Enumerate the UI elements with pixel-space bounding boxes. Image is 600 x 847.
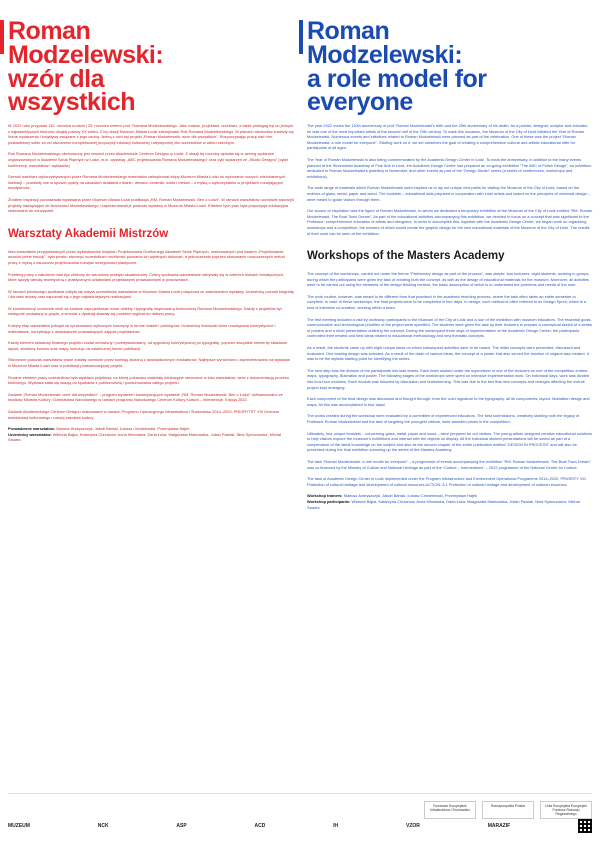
intro-pl	[8, 123, 294, 214]
paragraph: Szeroki wachlarz wykorzystywanych przez Romana Modzelewskiego materiałów zainspirował ekipę Muzeum Miasta Łodzi do wykonania nowych, wielobarwnych ilustracji – powstały one w sposób oparty na zasadach działania z tkanin, drewna, ceramiki, szkła i metalu – z myślą o wykorzystaniu w projektach rozwijających kreatywność.	[8, 174, 286, 191]
paragraph: Finalnie efektem pracy uczestników była wystawa projektów, na której pokazano materiały edukacyjne stworzone w toku warsztatów, wraz z dokumentacją procesu twórczego. Wystawa stała się okazją do spotkania z publicznością i podsumowania całego projektu.	[8, 374, 289, 386]
paragraph: Każdy element składowy finalnego projektu został omówiony i przedyskutowany: od sygnatury kolorystycznej po typografię, poprzez wszystkie elementy składowe, layout, strukturę kursów oraz mapy, kończąc na ostatecznej formie publikacji.	[8, 340, 289, 351]
funder-logos	[424, 801, 592, 819]
paragraph: The works created during the workshop were evaluated by a committee of experienced educators. The best submissions, creatively tackling both the legacy of Professor Roman Modzelewski and the task of targeting the youngest visitors, were awarded prizes in the competition.	[307, 413, 580, 424]
workshops-heading-en: Workshops of the Masters Academy	[307, 250, 505, 263]
credit-value: Mariusz Andryszczyk, Jakub Bański, Łukasz Chmielewski, Przemysław Hajek	[343, 493, 477, 499]
credit-label: Prowadzenie warsztatów:	[8, 426, 56, 432]
credit-label: Workshop trainers:	[307, 493, 343, 499]
title-en-line: a role model for	[307, 64, 487, 93]
accent-bar-pl	[0, 20, 4, 54]
paragraph: Stworzone podczas warsztatów prace zostały ocenione przez komisję złożoną z doświadczonych edukatorów. Najlepsze wyróżniono i zaprezentowano na wystawie w Muzeum Miasta Łodzi oraz w publikacji podsumowującej projekt.	[8, 357, 291, 369]
title-pl	[8, 17, 294, 117]
funder-logo: Fundusze Europejskie Infrastruktura i Środowisko	[424, 801, 476, 819]
title-en	[307, 17, 593, 117]
title-en-line: everyone	[307, 88, 413, 117]
credit-label: Uczestnicy warsztatów:	[8, 431, 52, 437]
partner-logo: NCK	[97, 823, 109, 829]
paragraph: The concept of the workshops, carried out under the theme “Preliminary design as part of the process”, was simple: four lecturers, eight students, working in groups, during which the participants were given the task of creating both the concept, as well as the design of educational materials for the museum. Moreover, all activities were to be carried out using the elements of the design thinking method, the basic assumption of which is to understand the problems and needs of the user.	[307, 271, 590, 288]
title-pl-line: Roman	[8, 17, 91, 45]
credit-line	[307, 499, 593, 510]
credit-value: Mariusz Andryszczyk, Jakub Bański, Łukasz Chmielewski, Przemysław Hajek	[56, 426, 190, 432]
paragraph: The task “Roman Modzelewski: a role model for everyone” – a programme of events accompanying the exhibition “RM. Roman Modzelewski. The Boat Town Dream” was co-financed by the Ministry of Culture and National Heritage as part of the “Culture – Interventions” – 2022 programme of the National Centre for Culture.	[307, 458, 591, 470]
paragraph: W konsekwencji uczniowie mieli za zadanie zaprojektować nowe obiekty i typografię inspirowaną twórczością Romana Modzelewskiego. Każdy z projektów był następnie omawiany w grupie, a wnioski z dyskusji stawały się punktem wyjścia do dalszej pracy.	[8, 305, 282, 317]
title-en-line: Modzelewski:	[307, 40, 463, 69]
paragraph: The work routine, however, was meant to be different from that practised in the academic teaching process, where the task often takes an entire semester to complete. In case of these workshops, the final projects were to be completed in four days. In design, such method is often referred to as Design Sprint, which is a kind of intensive co-creation, working within a team.	[307, 293, 586, 311]
paragraph: Rok Romana Modzelewskiego obchodzony jest również przez Akademickie Centrum Designu w Łodzi. Z okazji tej rocznicy wpisała się w szereg wydarzeń organizowanych w Akademii Sztuk Pięknych w Łodzi, m.in. wystawę „ABC projektowania Romana Modzelewskiego” oraz cykl wydarzeń ze „Studio Designu” (cykle konferencji, warsztatów i wykładów).	[8, 151, 289, 168]
credits-en	[307, 493, 593, 510]
paragraph: W ramach pierwszego spotkania odbyła się wizyta uczestników warsztatów w Muzeum Miasta Łodzi połączona ze zwiedzaniem wystawy. Uczestnicy poznali biografię i dorobek artysty oraz zapoznali się z jego najważniejszymi realizacjami.	[8, 288, 294, 300]
paragraph: Zadanie „Roman Modzelewski: wzór dla wszystkich” – program wydarzeń towarzyszących wystawie „RM. Roman Modzelewski. Ben o Łodzi” dofinansowano ze środków Ministra Kultury i Dziedzictwa Narodowego w ramach programu Narodowego Centrum Kultury Kultura – Interwencje. Edycja 2022.	[8, 391, 283, 403]
paragraph: As a result, the students came up with eight unique ideas on which subsequent activities were to be based. The initial concepts were presented, discussed and evaluated. One leading design was selected. As a result of the clash of various ideas, the concept of a poster that also served the function of origami was created. It was to be the stylistic starting point for identifying the series.	[307, 345, 589, 362]
paragraph: Źródłem inspiracji pozostawała wydawana przez Muzeum Miasta Łodzi publikacja „RM. Roman Modzelewski. Ben o Łodzi”. W ramach warsztatów uczniowie stworzyli projekty nawiązujące do twórczości Modzelewskiego i zaprezentowali je podczas wystawy w Muzeum Miasta Łodzi. Efektem tych prac była propozycja edukacyjna skierowana do nauczycieli.	[8, 196, 294, 214]
workshops-heading-pl: Warsztaty Akademii Mistrzów	[8, 227, 169, 240]
paragraph: Kolejny etap warsztatów polegał na opracowaniu wybranych koncepcji w formie makiet i prototypów. Uczestnicy testowali różne rozwiązania kolorystyczne i materiałowe, korzystając z doświadczeń prowadzących zajęcia projektantów.	[8, 323, 276, 334]
paragraph: The first meeting included a visit by workshop participants to the Museum of the City of Łódź and a tour of the exhibition with museum educators. The essential goals, communicative and technological priorities of the project were specified. The students were given the task by their lecturers to prepare a conceptual sketch of a series of posters and a short presentation outlining the concept. During the subsequent three days of implementation at the Academic Design Center, the participants confronted their newest and best ideas related to educational methodology and new thematic concepts.	[307, 316, 592, 339]
footer-divider	[8, 793, 592, 794]
paragraph: Ultimately, four unique booklets – concerning glass, metal, paper and wood – were prepared for our visitors. The young artists designed creative educational solutions to help visitors explore the museum's exhibitions and interact with the objects on display. All the individual student presentations will be saved as part of a compendium of the latest knowledge on the subject and also as the second chapter of the entire publication entitled “DESIGN IN PROCESS” and will also be presented during the final exhibition summing up the series of the Masters Academy.	[307, 430, 593, 453]
paragraph: The task of Academic Design Center in Łódź implemented under the Program Infrastructure and Environment Operational Programme 2014–2020, PRIORITY VIII Protection of cultural heritage and development of cultural resources ACTION: 8.1 Protection of cultural heritage and development of cultural resources.	[307, 476, 586, 487]
title-en-line: Roman	[307, 17, 390, 45]
paragraph: Przebieg pracy z założenia miał być zbliżony do warunków praktyki akademickiej. Cztery spotkania warsztatowe odbywały się w czterech blokach tematycznych, które łączyły wiedzę teoretyczną z praktycznymi działaniami projektowymi prowadzonymi w pracowniach.	[8, 271, 285, 283]
paragraph: Zadanie Akademickiego Centrum Designu realizowane w ramach Programu Operacyjnego Infrastruktura i Środowisko 2014–2020, PRIORYTET VIII Ochrona dziedzictwa kulturowego i rozwój zasobów kultury.	[8, 409, 279, 420]
accent-bar-en	[299, 20, 303, 54]
partner-logo: MUZEUM	[8, 823, 30, 829]
paragraph: The next step was the division of the participants into task teams. Each team worked under the supervision of one of the lecturers on one of the competition entries: maps, typography, illustration and poster. The following stages of the workshops were spent on intensive implementation work. On individual days, work was divided into four-hour modules. Each module was followed by discussion and brainstorming. This was due to the fact that new concepts and changes affecting the overall project kept emerging.	[307, 367, 590, 390]
title-pl-line: wszystkich	[8, 88, 136, 117]
funder-logo: Unia Europejska Europejski Fundusz Rozwoju Regionalnego	[540, 801, 592, 819]
title-pl-line: wzór dla	[8, 64, 105, 93]
intro-en	[307, 123, 593, 236]
credit-line	[8, 432, 294, 443]
credits-pl	[8, 426, 294, 443]
partner-logo: ACD	[254, 823, 266, 829]
credit-value: Wiktoria Bajka, Katarzyna Chrzanów, Anna Klinowska, Daria Łuka, Małgorzata Markowska, Julian Pawlak, Nina Symonowicz, Michał Szwarc	[307, 498, 580, 510]
english-column	[307, 17, 593, 510]
polish-column	[8, 17, 294, 443]
workshops-pl	[8, 249, 294, 420]
paragraph: W 2022 roku przypada 110. rocznica urodzin i 25. rocznica śmierci prof. Romana Modzelewskiego. Jako malarz, projektant, rzeźbiarz, a także pedagog był on jednym z najważniejszych twórców drugiej połowy XX wieku. Z tej okazji Muzeum Miasta Łodzi zainicjowało Rok Romana Modzelewskiego. W planach obchodów znalazły się liczne wydarzenia i inicjatywy związane z jego osobą. Jedną z nich był projekt „Roman Modzelewski: wzór dla wszystkich”. Rozpoczynając pracę nad nim, postawiliśmy sobie za cel stworzenie kompleksowej propozycji edukacji kulturalnej i artystycznej dla uczestników w wieku szkolnym.	[8, 123, 294, 145]
paragraph: Idea warsztatów przygotowanych przez wykładowców Instytutu Projektowania Graficznego Akademii Sztuk Pięknych, realizowanych pod hasłem „Projektowanie wzorów pełne emocji”, była prosta: stworzyć uczestnikom możliwość poznania ich wybitnych dokonań, a jednocześnie poprzez stosowanie nowoczesnych metod pracy z myślą o nauczaniu projektowania rozwijać umiejętności plastyczne.	[8, 248, 285, 265]
credit-label: Workshop participants:	[307, 498, 351, 504]
footer	[8, 793, 592, 835]
partner-logo: ASP	[176, 823, 187, 829]
partner-logo: VZOR	[405, 823, 420, 829]
paragraph: Our source of inspiration was the figure of Roman Modzelewski, to whom we dedicated a temporary exhibition at the Museum of the City of Łódź entitled “RM. Roman Modzelewski. The Boat Town Dream”. As part of the educational activities accompanying this exhibition, we decided to focus on a concept that was significant to the Professor: comprehensive education of artists and designers. In order to accomplish this, together with the Academic Design Center, we began work on organising workshops and a competition, the winners of which would create the graphic design for the new educational materials of the Museum of the City of Łódź. The results of their work can be seen at the exhibition.	[307, 208, 593, 236]
credit-value: Wiktoria Bajka, Katarzyna Chrzanów, Anna Klinowska, Daria Łuka, Małgorzata Markowska, Julian Pawlak, Nina Symonowicz, Michał Szwarc	[8, 431, 281, 443]
funder-logo: Rzeczpospolita Polska	[482, 801, 534, 819]
partner-logos	[8, 819, 592, 833]
paragraph: The Year of Roman Modzelewski is also being commemorated by the Academic Design Center in Łódź. To mark the anniversary, in addition to the many events planned at the Strzemiński Academy of Fine Arts in Łódź, the Academic Design Center has prepared an on-going exhibition “The ABC of Polish Design”, an exhibition dedicated to Roman Modzelewski's jewellery in November, and other events as part of the “Design Studio” series (a series of conferences, workshops and exhibitions).	[307, 156, 592, 179]
paragraph: The year 2022 marks the 110th anniversary of prof. Roman Modzelewski's birth and the 25th anniversary of his death. As a painter, designer, sculptor and educator, he was one of the most important artists of the second half of the 20th century. To mark this occasion, the Museum of the City of Łódź initiated the Year of Roman Modzelewski. Numerous events and initiatives related to Roman Modzelewski were planned as part of the celebration. One of these was the project “Roman Modzelewski: a role model for everyone”. Starting work on it, we set ourselves the goal of creating a comprehensive cultural and artistic educational offer for participants of all ages.	[307, 123, 589, 151]
partner-logo: IH	[333, 823, 339, 829]
partner-logo: MARAZIF	[487, 823, 511, 829]
title-pl-line: Modzelewski:	[8, 40, 164, 69]
paragraph: Each component of the final design was discussed and thought through: from the color signature to the typography, all its components, layout, illustration design and maps. All this was accomplished in four days!	[307, 396, 590, 407]
workshops-en	[307, 271, 593, 487]
qr-code-icon	[578, 819, 592, 833]
paragraph: The wide range of materials which Roman Modzelewski used inspired us to lay out unique new paths for visiting the Museum of the City of Łódź, based on the motives of glass, metal, paper and wood. The booklets – educational aids prepared in cooperation with Łódź artists and based on the principles of universal design – were meant to guide visitors through them.	[307, 185, 591, 202]
